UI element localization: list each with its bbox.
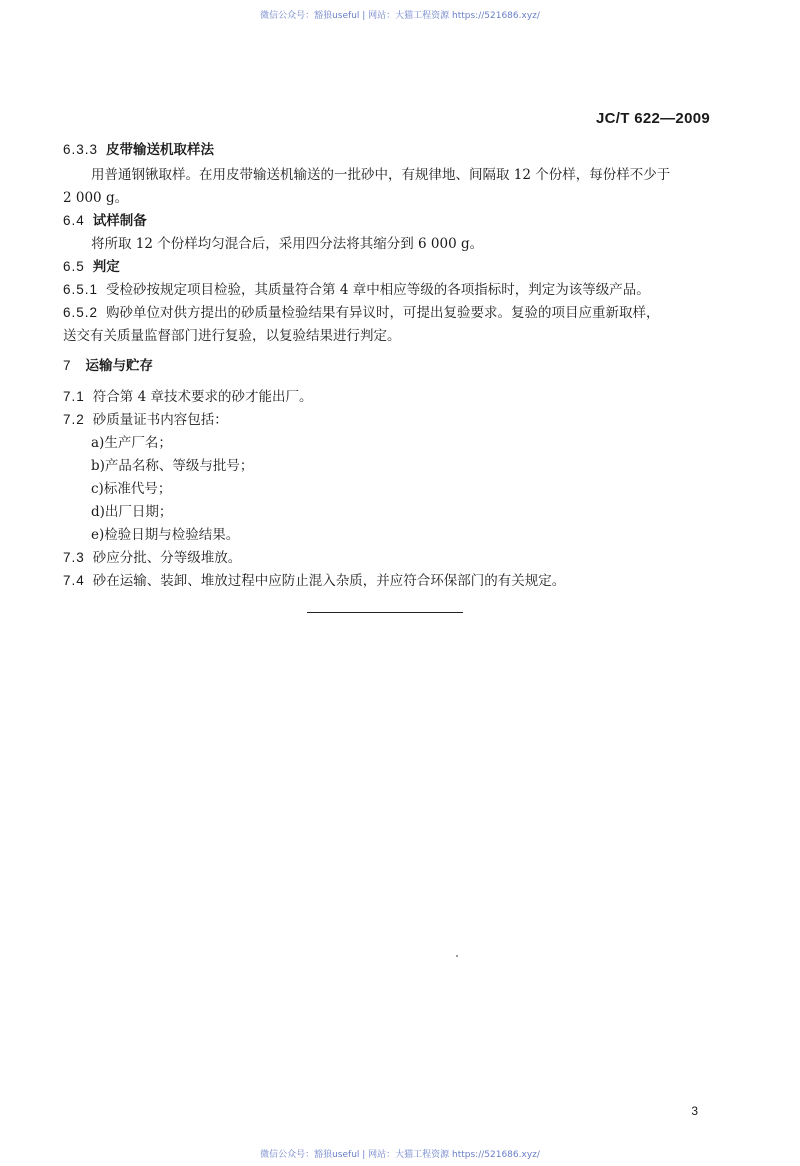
paragraph-line: 2 000 g。 bbox=[63, 190, 129, 206]
section-number: 7.1 bbox=[63, 389, 85, 404]
section-6-4-heading bbox=[63, 209, 147, 229]
section-number: 6.3.3 bbox=[63, 142, 99, 157]
section-7-1 bbox=[63, 385, 312, 405]
list-item: a)生产厂名； bbox=[91, 435, 172, 451]
list-item: e)检验日期与检验结果。 bbox=[91, 527, 240, 543]
section-number: 7.2 bbox=[63, 412, 85, 427]
section-title: 判定 bbox=[92, 259, 120, 275]
chapter-7-heading bbox=[63, 354, 153, 374]
standard-code: JC/T 622—2009 bbox=[596, 110, 710, 127]
section-number: 6.5.1 bbox=[63, 282, 99, 297]
section-6-3-3-heading bbox=[63, 138, 214, 158]
list-item: b)产品名称、等级与批号； bbox=[91, 458, 254, 474]
page-number: 3 bbox=[691, 1104, 698, 1118]
section-6-5-heading bbox=[63, 255, 120, 275]
section-7-3 bbox=[63, 546, 241, 566]
paragraph-text: 受检砂按规定项目检验，其质量符合第 4 章中相应等级的各项指标时，判定为该等级产品。 bbox=[106, 282, 650, 298]
section-number: 6.4 bbox=[63, 213, 85, 228]
list-item: d)出厂日期； bbox=[91, 504, 173, 520]
paragraph-text: 砂在运输、装卸、堆放过程中应防止混入杂质，并应符合环保部门的有关规定。 bbox=[92, 573, 566, 589]
section-7-2 bbox=[63, 408, 228, 428]
section-title: 皮带输送机取样法 bbox=[106, 142, 215, 158]
chapter-number: 7 bbox=[63, 358, 72, 373]
end-of-document-rule bbox=[307, 612, 463, 613]
paragraph-line: 送交有关质量监督部门进行复验，以复验结果进行判定。 bbox=[63, 328, 401, 344]
section-number: 6.5.2 bbox=[63, 305, 99, 320]
paragraph-text: 砂质量证书内容包括： bbox=[92, 412, 228, 428]
watermark-bottom: 微信公众号：豁狼useful | 网站：大猫工程资源 https://521686.xyz/ bbox=[260, 1150, 540, 1160]
paragraph-text: 符合第 4 章技术要求的砂才能出厂。 bbox=[92, 389, 313, 405]
section-6-5-2 bbox=[63, 301, 660, 321]
section-number: 7.4 bbox=[63, 573, 85, 588]
section-title: 试样制备 bbox=[92, 213, 147, 229]
paragraph-text: 购砂单位对供方提出的砂质量检验结果有异议时，可提出复验要求。复验的项目应重新取样， bbox=[106, 305, 660, 321]
section-6-5-1 bbox=[63, 278, 650, 298]
list-item: c)标准代号； bbox=[91, 481, 172, 497]
chapter-title: 运输与贮存 bbox=[85, 358, 154, 374]
section-7-4 bbox=[63, 569, 565, 589]
section-number: 6.5 bbox=[63, 259, 85, 274]
paragraph-line: 将所取 12 个份样均匀混合后，采用四分法将其缩分到 6 000 g。 bbox=[91, 236, 484, 252]
watermark-top: 微信公众号：豁狼useful | 网站：大猫工程资源 https://521686.xyz/ bbox=[260, 11, 540, 21]
paragraph-text: 砂应分批、分等级堆放。 bbox=[92, 550, 242, 566]
paragraph-line: 用普通钢锹取样。在用皮带输送机输送的一批砂中，有规律地、间隔取 12 个份样，每份样不少于 bbox=[91, 167, 671, 183]
section-number: 7.3 bbox=[63, 550, 85, 565]
scan-speck bbox=[456, 955, 458, 957]
